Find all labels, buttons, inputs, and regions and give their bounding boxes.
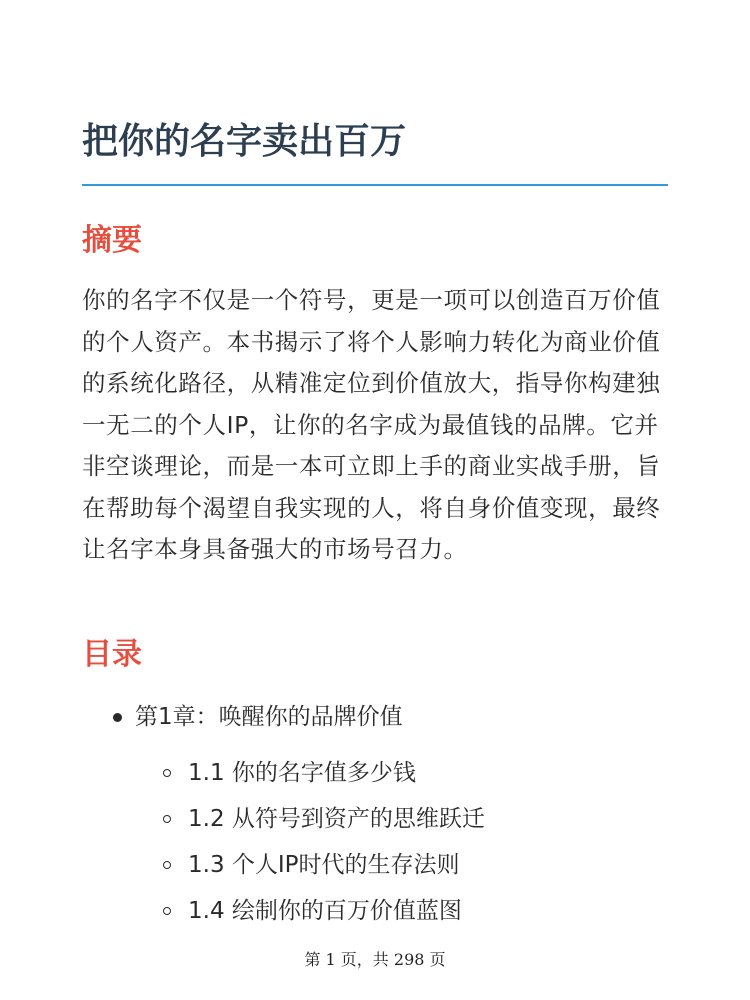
- toc-section-label: 1.1 你的名字值多少钱: [188, 760, 416, 786]
- circle-bullet-icon: [163, 769, 171, 777]
- page-footer: 第 1 页，共 298 页: [304, 950, 446, 969]
- document-title: 把你的名字卖出百万: [82, 121, 407, 162]
- abstract-heading: 摘要: [82, 223, 142, 258]
- circle-bullet-icon: [163, 815, 171, 823]
- title-divider: [82, 184, 668, 186]
- circle-bullet-icon: [163, 861, 171, 869]
- toc-section-label: 1.3 个人IP时代的生存法则: [188, 852, 460, 878]
- toc-chapter-label: 第1章：唤醒你的品牌价值: [135, 704, 403, 730]
- disc-bullet-icon: [113, 713, 122, 722]
- toc-section-label: 1.4 绘制你的百万价值蓝图: [188, 898, 462, 924]
- toc-section-label: 1.2 从符号到资产的思维跃迁: [188, 806, 485, 832]
- abstract-text: 你的名字不仅是一个符号，更是一项可以创造百万价值的个人资产。本书揭示了将个人影响力转化为商业价值的系统化路径，从精准定位到价值放大，指导你构建独一无二的个人IP，让你的名字成为最值钱的品牌。它并非空谈理论，而是一本可立即上手的商业实战手册，旨在帮助每个渴望自我实现的人，将自身价值变现，最终让名字本身具备强大的市场号召力。: [82, 286, 661, 563]
- toc-heading: 目录: [82, 637, 142, 672]
- circle-bullet-icon: [163, 907, 171, 915]
